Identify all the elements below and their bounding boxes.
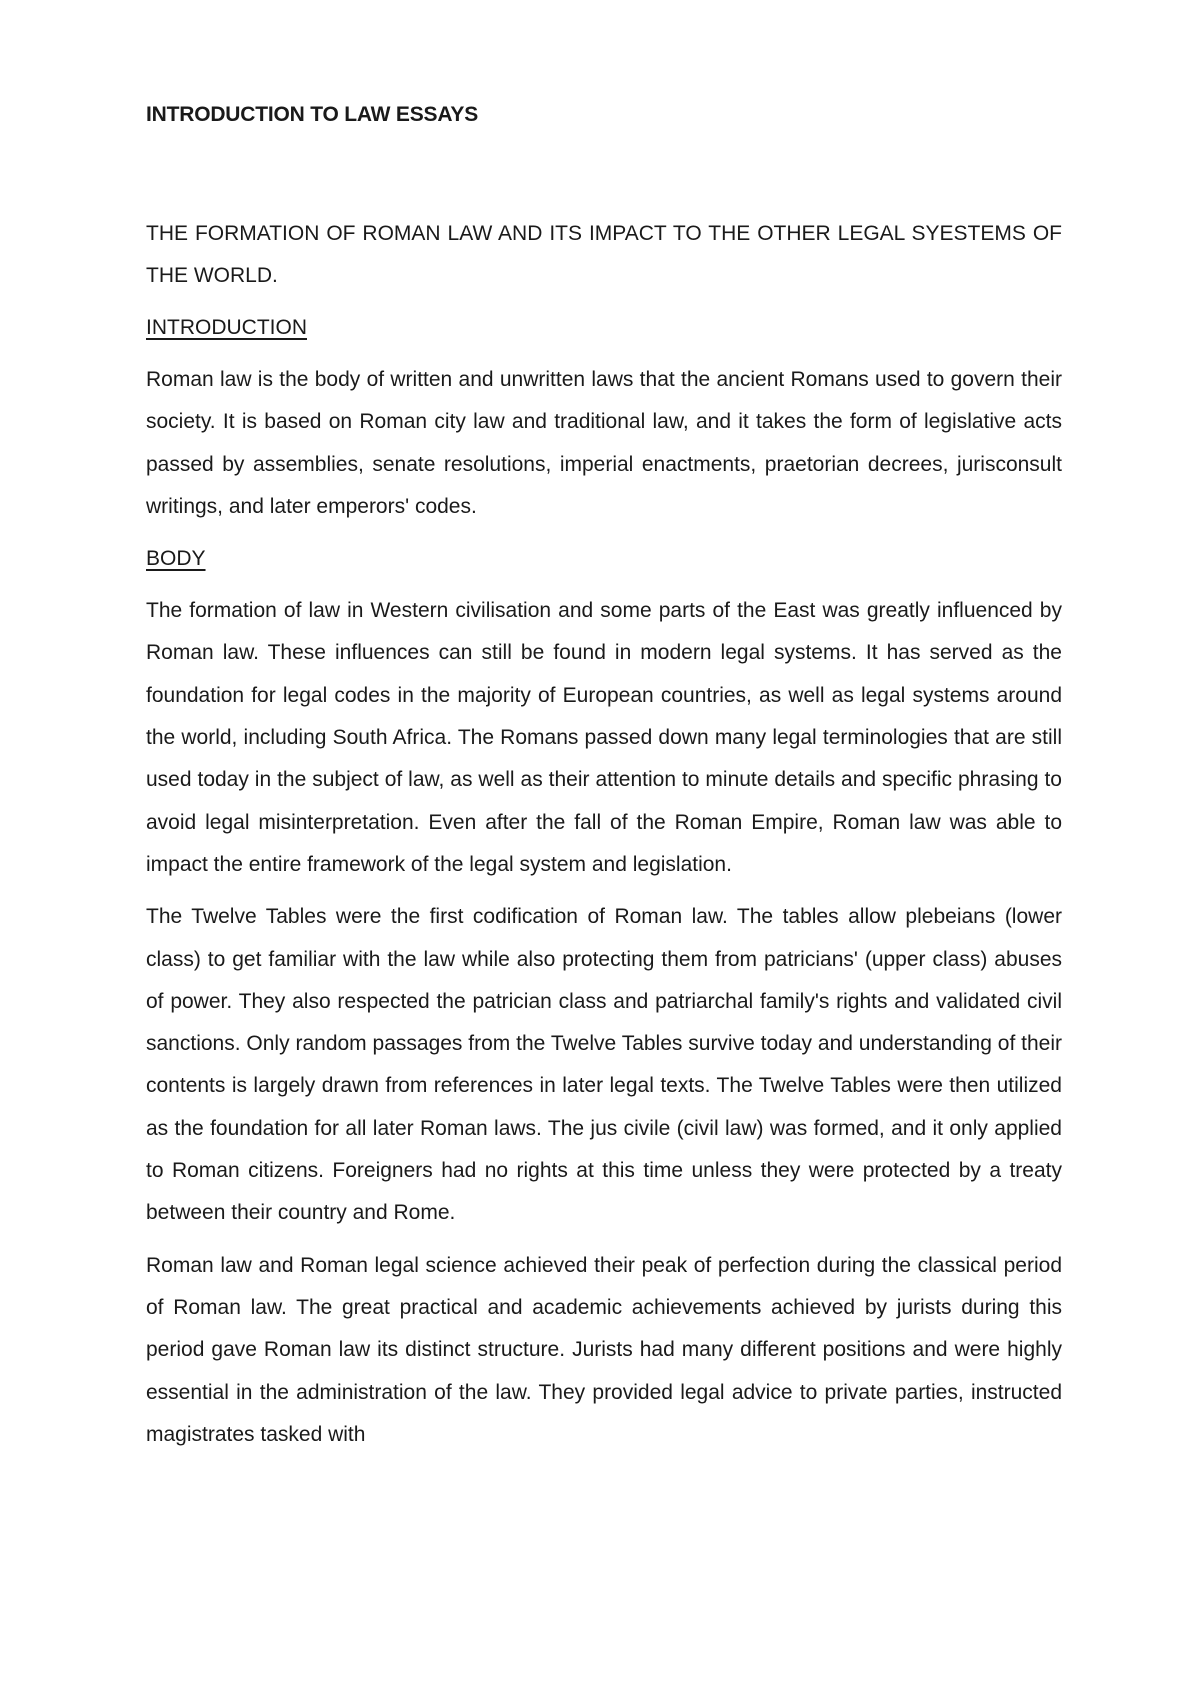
section-heading-introduction: INTRODUCTION (146, 316, 307, 339)
section-heading-body: BODY (146, 547, 206, 571)
document-title: INTRODUCTION TO LAW ESSAYS (146, 103, 478, 126)
body-paragraph-1: The formation of law in Western civilisation and some parts of the East was greatly influenced by Roman law. These influences can still be found in modern legal systems. It has served as the foundation for legal codes in the majority of European countries, as well as legal systems around the world, including South Africa. The Romans passed down many legal terminologies that are still used today in the subject of law, as well as their attention to minute details and specific phrasing to avoid legal misinterpretation. Even after the fall of the Roman Empire, Roman law was able to impact the entire framework of the legal system and legislation. (146, 599, 1062, 876)
body-paragraph-3: Roman law and Roman legal science achieved their peak of perfection during the classical period of Roman law. The great practical and academic achievements achieved by jurists during this period gave Roman law its distinct structure. Jurists had many different positions and were highly essential in the administration of the law. They provided legal advice to private parties, instructed magistrates tasked with (146, 1253, 1062, 1446)
document-content (146, 100, 1062, 1456)
essay-subtitle: THE FORMATION OF ROMAN LAW AND ITS IMPACT TO THE OTHER LEGAL SYESTEMS OF THE WORLD. (146, 222, 1062, 287)
body-paragraph-2: The Twelve Tables were the first codification of Roman law. The tables allow plebeians (lower class) to get familiar with the law while also protecting them from patricians' (upper class) abuses of power. They also respected the patrician class and patriarchal family's rights and validated civil sanctions. Only random passages from the Twelve Tables survive today and understanding of their contents is largely drawn from references in later legal texts. The Twelve Tables were then utilized as the foundation for all later Roman laws. The jus civile (civil law) was formed, and it only applied to Roman citizens. Foreigners had no rights at this time unless they were protected by a treaty between their country and Rome. (146, 905, 1062, 1225)
introduction-paragraph: Roman law is the body of written and unwritten laws that the ancient Romans used to govern their society. It is based on Roman city law and traditional law, and it takes the form of legislative acts passed by assemblies, senate resolutions, imperial enactments, praetorian decrees, jurisconsult writings, and later emperors' codes. (146, 368, 1062, 518)
